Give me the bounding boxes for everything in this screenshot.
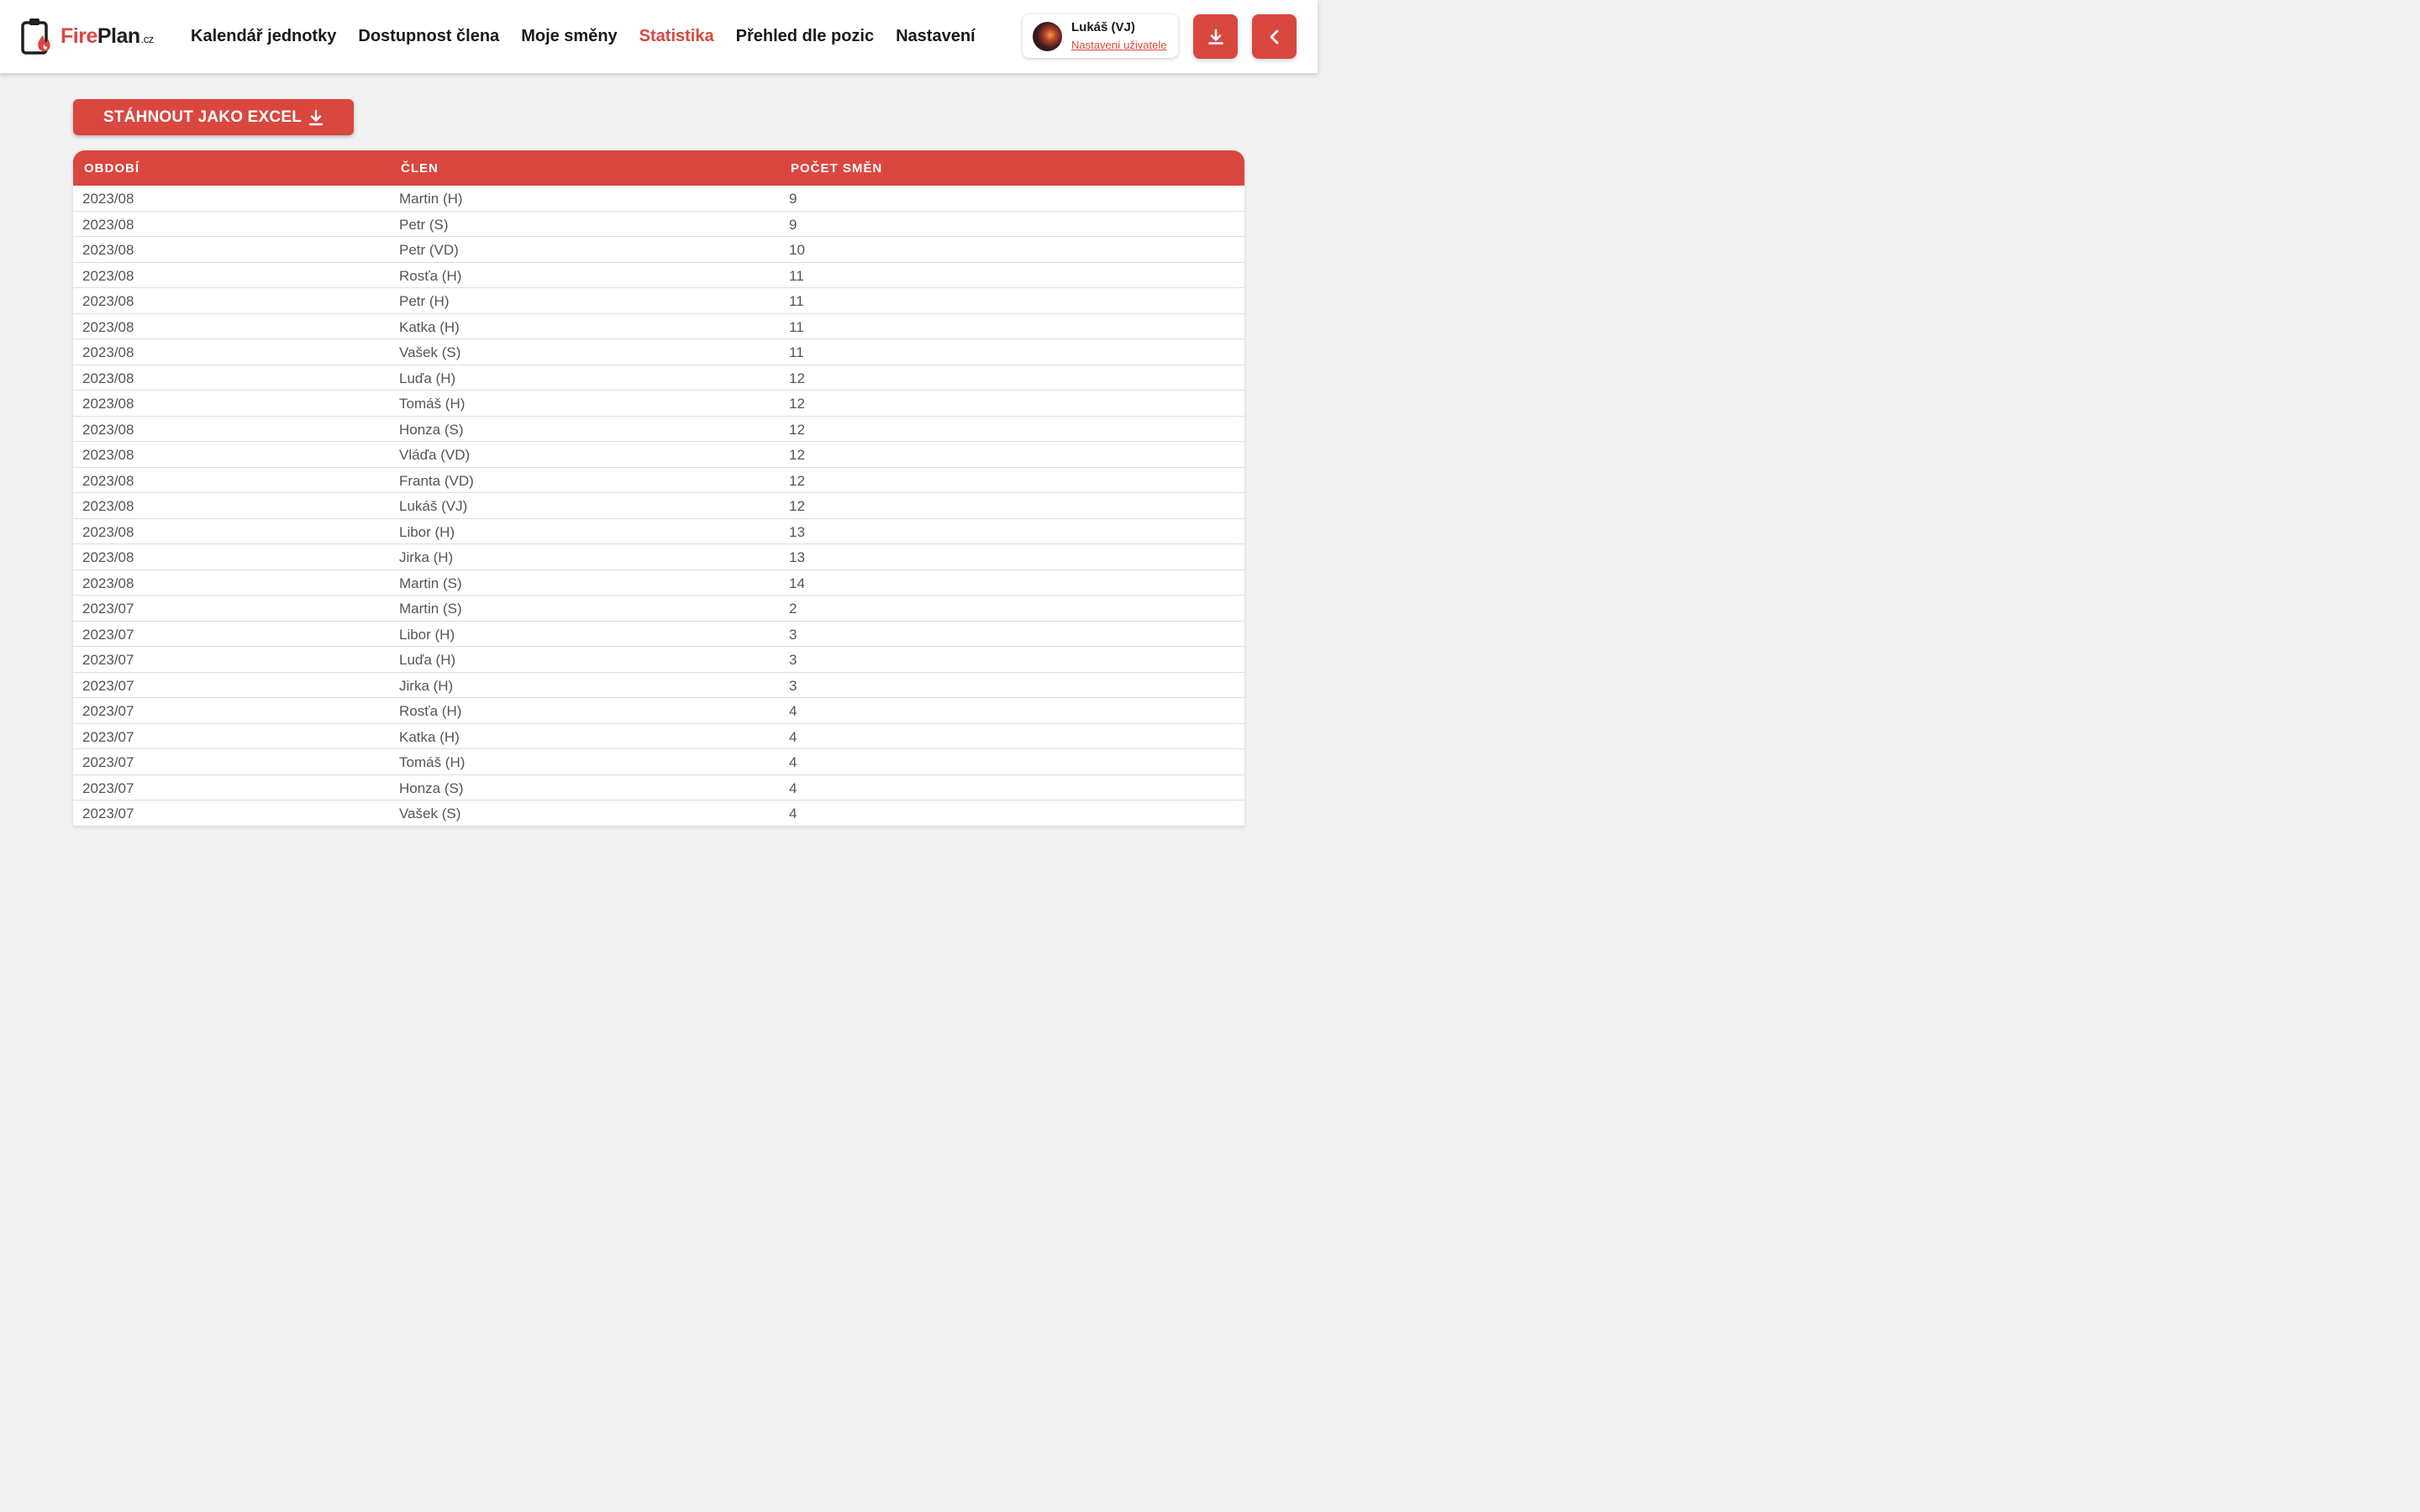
shift-count-cell: 2: [789, 601, 797, 617]
period-cell: 2023/08: [82, 293, 134, 309]
period-cell: 2023/08: [82, 267, 134, 284]
shift-count-cell: 9: [789, 216, 797, 233]
download-button[interactable]: [1193, 14, 1238, 59]
member-cell: Luďa (H): [399, 652, 456, 668]
shift-count-cell: 12: [789, 421, 805, 438]
shift-count-cell: 11: [789, 318, 804, 335]
period-cell: 2023/07: [82, 806, 134, 822]
main-nav: [180, 0, 986, 73]
nav-item-statistika[interactable]: Statistika: [639, 27, 714, 45]
period-cell: 2023/08: [82, 472, 134, 489]
chevron-left-icon: [1268, 29, 1281, 45]
top-navbar: [0, 0, 1318, 73]
table-row: [73, 570, 1244, 596]
download-excel-label: STÁHNOUT JAKO EXCEL: [103, 108, 302, 126]
shift-count-cell: 11: [789, 293, 804, 309]
shift-count-cell: 12: [789, 472, 805, 489]
table-row: [73, 775, 1244, 801]
download-icon: [308, 109, 324, 126]
shift-count-cell: 12: [789, 498, 805, 514]
table-row: [73, 365, 1244, 391]
member-cell: Jirka (H): [399, 549, 454, 565]
member-cell: Petr (S): [399, 216, 449, 233]
shift-count-cell: 12: [789, 370, 805, 386]
period-cell: 2023/08: [82, 498, 134, 514]
period-cell: 2023/08: [82, 344, 134, 360]
nav-item-nastaveni[interactable]: Nastavení: [896, 27, 976, 45]
member-cell: Franta (VD): [399, 472, 474, 489]
table-row: [73, 314, 1244, 340]
avatar: [1033, 22, 1062, 51]
fireplan-logo[interactable]: [20, 17, 154, 55]
shift-count-cell: 4: [789, 754, 797, 770]
clipboard-flame-icon: [20, 17, 54, 55]
period-cell: 2023/08: [82, 421, 134, 438]
table-row: [73, 519, 1244, 545]
shift-count-cell: 3: [789, 626, 797, 643]
shift-count-cell: 4: [789, 806, 797, 822]
member-cell: Vláďa (VD): [399, 447, 471, 463]
period-cell: 2023/07: [82, 652, 134, 668]
logo-fire-text: Fire: [60, 24, 97, 48]
statistics-table: [73, 150, 1244, 827]
shift-count-cell: 4: [789, 780, 797, 796]
shift-count-cell: 11: [789, 267, 804, 284]
period-cell: 2023/07: [82, 626, 134, 643]
table-row: [73, 186, 1244, 212]
period-cell: 2023/08: [82, 523, 134, 540]
column-header-obdobi[interactable]: OBDOBÍ: [84, 161, 139, 176]
period-cell: 2023/08: [82, 318, 134, 335]
shift-count-cell: 12: [789, 447, 805, 463]
shift-count-cell: 14: [789, 575, 805, 591]
nav-item-moje-smeny[interactable]: Moje směny: [521, 27, 618, 45]
period-cell: 2023/08: [82, 549, 134, 565]
table-row: [73, 442, 1244, 468]
shift-count-cell: 3: [789, 677, 797, 694]
member-cell: Honza (S): [399, 421, 464, 438]
table-row: [73, 212, 1244, 238]
table-row: [73, 417, 1244, 443]
logo-tld-text: .cz: [140, 32, 154, 45]
table-row: [73, 749, 1244, 775]
shift-count-cell: 13: [789, 549, 805, 565]
member-cell: Libor (H): [399, 523, 455, 540]
back-button[interactable]: [1252, 14, 1297, 59]
table-row: [73, 596, 1244, 622]
shift-count-cell: 4: [789, 703, 797, 719]
table-row: [73, 288, 1244, 314]
nav-item-kalendar-jednotky[interactable]: Kalendář jednotky: [191, 27, 337, 45]
member-cell: Jirka (H): [399, 677, 454, 694]
table-body: [73, 186, 1244, 827]
user-card[interactable]: [1023, 14, 1178, 58]
table-row: [73, 622, 1244, 648]
period-cell: 2023/07: [82, 601, 134, 617]
period-cell: 2023/08: [82, 396, 134, 412]
member-cell: Martin (H): [399, 191, 463, 207]
table-row: [73, 468, 1244, 494]
period-cell: 2023/08: [82, 191, 134, 207]
download-icon: [1207, 29, 1224, 45]
member-cell: Rosťa (H): [399, 267, 462, 284]
shift-count-cell: 12: [789, 396, 805, 412]
member-cell: Vašek (S): [399, 344, 461, 360]
user-name: Lukáš (VJ): [1071, 19, 1135, 34]
period-cell: 2023/08: [82, 242, 134, 258]
column-header-pocet-smen[interactable]: POČET SMĚN: [791, 161, 883, 176]
table-row: [73, 673, 1244, 699]
column-header-clen[interactable]: ČLEN: [401, 161, 439, 176]
table-row: [73, 339, 1244, 365]
user-settings-link[interactable]: Nastavení uživatele: [1071, 38, 1167, 51]
member-cell: Petr (H): [399, 293, 450, 309]
shift-count-cell: 9: [789, 191, 797, 207]
period-cell: 2023/07: [82, 677, 134, 694]
period-cell: 2023/07: [82, 754, 134, 770]
download-excel-button[interactable]: [73, 99, 354, 135]
period-cell: 2023/08: [82, 370, 134, 386]
period-cell: 2023/07: [82, 728, 134, 745]
table-row: [73, 391, 1244, 417]
table-row: [73, 237, 1244, 263]
table-row: [73, 647, 1244, 673]
table-row: [73, 544, 1244, 570]
member-cell: Katka (H): [399, 318, 460, 335]
table-row: [73, 493, 1244, 519]
member-cell: Libor (H): [399, 626, 455, 643]
member-cell: Rosťa (H): [399, 703, 462, 719]
member-cell: Katka (H): [399, 728, 460, 745]
member-cell: Martin (S): [399, 601, 462, 617]
member-cell: Tomáš (H): [399, 754, 466, 770]
member-cell: Tomáš (H): [399, 396, 466, 412]
period-cell: 2023/07: [82, 780, 134, 796]
shift-count-cell: 10: [789, 242, 805, 258]
logo-wordmark: [60, 24, 154, 49]
shift-count-cell: 13: [789, 523, 805, 540]
shift-count-cell: 11: [789, 344, 804, 360]
table-header: [73, 150, 1244, 186]
table-row: [73, 263, 1244, 289]
table-row: [73, 801, 1244, 827]
table-row: [73, 724, 1244, 750]
user-info: [1071, 20, 1166, 53]
period-cell: 2023/08: [82, 575, 134, 591]
period-cell: 2023/08: [82, 216, 134, 233]
shift-count-cell: 3: [789, 652, 797, 668]
logo-plan-text: Plan: [97, 24, 140, 48]
period-cell: 2023/08: [82, 447, 134, 463]
member-cell: Lukáš (VJ): [399, 498, 468, 514]
table-row: [73, 698, 1244, 724]
shift-count-cell: 4: [789, 728, 797, 745]
nav-item-prehled-dle-pozic[interactable]: Přehled dle pozic: [735, 27, 875, 45]
period-cell: 2023/07: [82, 703, 134, 719]
member-cell: Martin (S): [399, 575, 462, 591]
member-cell: Vašek (S): [399, 806, 461, 822]
member-cell: Honza (S): [399, 780, 464, 796]
member-cell: Petr (VD): [399, 242, 459, 258]
member-cell: Luďa (H): [399, 370, 456, 386]
nav-item-dostupnost-clena[interactable]: Dostupnost člena: [358, 27, 500, 45]
